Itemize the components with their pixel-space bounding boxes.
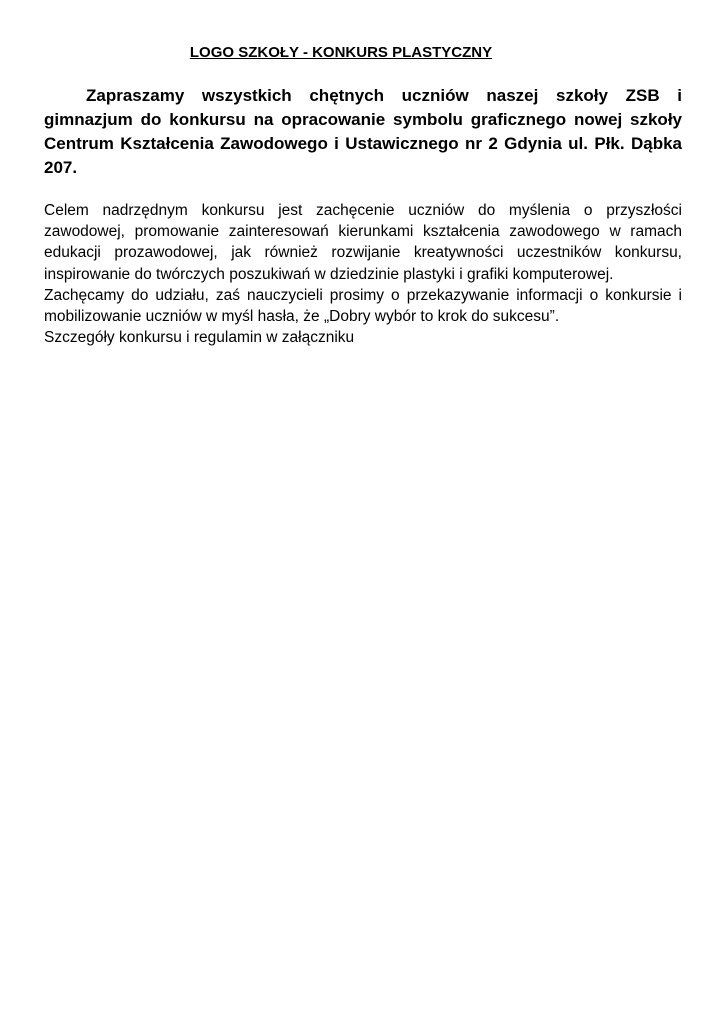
intro-paragraph: Zapraszamy wszystkich chętnych uczniów naszej szkoły ZSB i gimnazjum do konkursu na opracowanie symbolu graficznego nowej szkoły Centrum Kształcenia Zawodowego i Ustawicznego nr 2 Gdynia ul. Płk. Dąbka 207. [44, 86, 682, 177]
paragraph-details: Szczegóły konkursu i regulamin w załączniku [44, 329, 355, 347]
paragraph-goal: Celem nadrzędnym konkursu jest zachęcenie uczniów do myślenia o przyszłości zawodowej, promowanie zainteresowań kierunkami kształcenia zawodowego w ramach edukacji prozawodowej, jak również rozwijanie kreatywności uczestników konkursu, inspirowanie do twórczych poszukiwań w dziedzinie plastyki i grafiki komputerowej. [44, 202, 682, 283]
document-title: LOGO SZKOŁY - KONKURS PLASTYCZNY [189, 44, 493, 61]
body-text [44, 200, 682, 348]
paragraph-invitation: Zachęcamy do udziału, zaś nauczycieli prosimy o przekazywanie informacji o konkursie i mobilizowanie uczniów w myśl hasła, że „Dobry wybór to krok do sukcesu”. [44, 286, 682, 326]
